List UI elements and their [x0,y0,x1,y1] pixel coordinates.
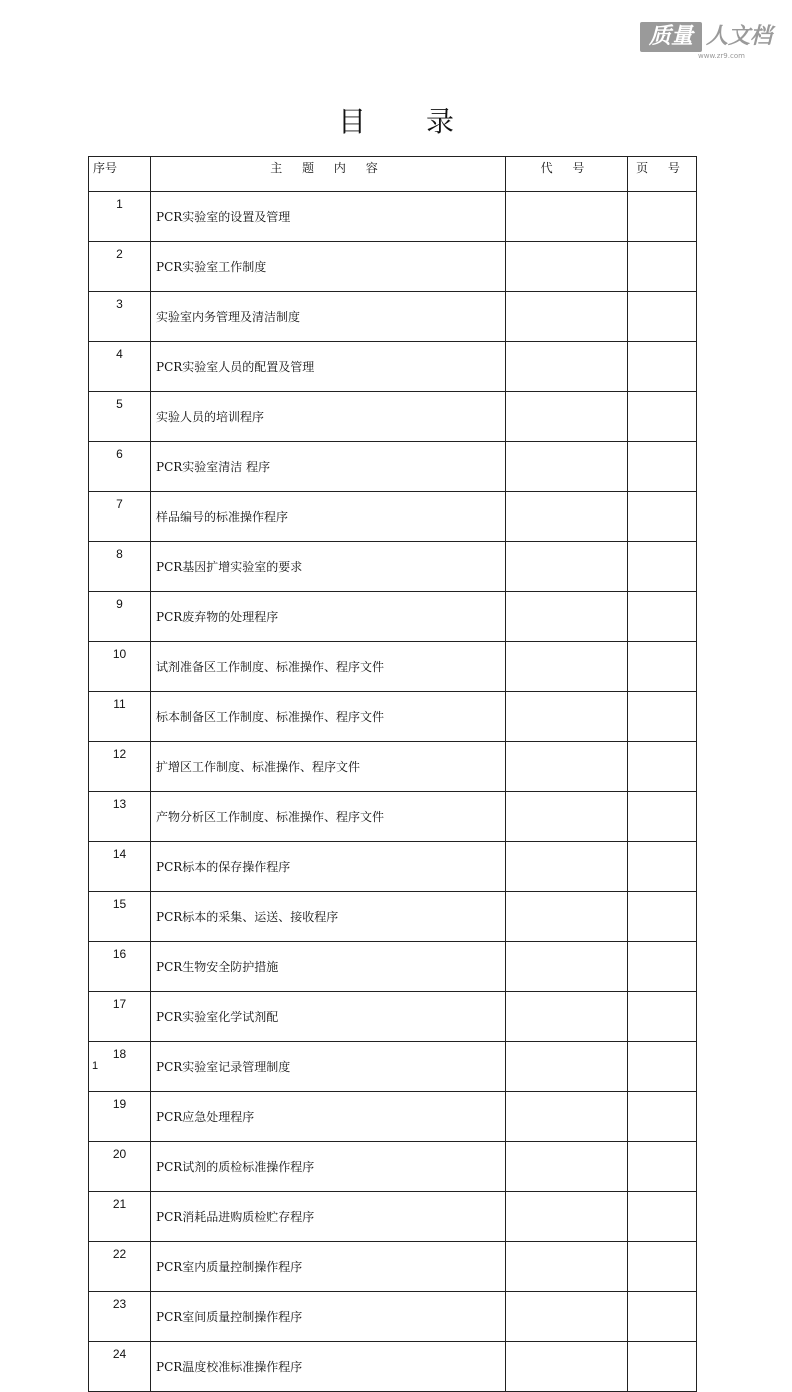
row-number: 23 [89,1292,151,1342]
row-topic: PCR实验室清洁 程序 [151,442,506,492]
row-page [628,242,697,292]
row-page [628,1042,697,1092]
table-row [89,1342,697,1392]
table-row [89,442,697,492]
header-topic: 主 题 内 容 [151,157,506,192]
row-topic: 扩增区工作制度、标准操作、程序文件 [151,742,506,792]
table-row [89,792,697,842]
row-topic: PCR实验室的设置及管理 [151,192,506,242]
row-code [506,842,628,892]
row-topic: 实验人员的培训程序 [151,392,506,442]
toc-header-row [89,157,697,192]
watermark-logo [640,22,780,60]
table-row [89,692,697,742]
row-number: 17 [89,992,151,1042]
row-page [628,842,697,892]
table-row [89,1092,697,1142]
row-code [506,492,628,542]
row-topic: PCR标本的采集、运送、接收程序 [151,892,506,942]
row-topic: 试剂准备区工作制度、标准操作、程序文件 [151,642,506,692]
row-code [506,542,628,592]
table-row [89,1142,697,1192]
row-code [506,592,628,642]
row-topic: PCR试剂的质检标准操作程序 [151,1142,506,1192]
table-row [89,1242,697,1292]
page-number: 1 [92,1060,99,1072]
row-code [506,442,628,492]
row-page [628,992,697,1042]
row-code [506,1042,628,1092]
row-topic: PCR实验室记录管理制度 [151,1042,506,1092]
row-code [506,1092,628,1142]
row-page [628,942,697,992]
table-row [89,542,697,592]
row-topic: PCR实验室人员的配置及管理 [151,342,506,392]
row-number: 5 [89,392,151,442]
row-number: 12 [89,742,151,792]
row-page [628,192,697,242]
row-code [506,1192,628,1242]
header-code: 代 号 [506,157,628,192]
row-topic: PCR生物安全防护措施 [151,942,506,992]
row-code [506,642,628,692]
row-topic: PCR室内质量控制操作程序 [151,1242,506,1292]
header-no: 序号 [89,157,151,192]
row-topic: PCR实验室工作制度 [151,242,506,292]
row-code [506,992,628,1042]
table-row [89,192,697,242]
row-number: 4 [89,342,151,392]
row-page [628,1192,697,1242]
row-page [628,292,697,342]
row-code [506,242,628,292]
table-row [89,742,697,792]
row-code [506,292,628,342]
row-topic: PCR标本的保存操作程序 [151,842,506,892]
row-code [506,1242,628,1292]
toc-table [88,156,697,1392]
table-row [89,1292,697,1342]
row-page [628,1292,697,1342]
row-number: 24 [89,1342,151,1392]
row-number: 19 [89,1092,151,1142]
row-page [628,1092,697,1142]
row-code [506,1342,628,1392]
row-page [628,742,697,792]
table-row [89,842,697,892]
row-page [628,592,697,642]
row-number: 22 [89,1242,151,1292]
row-code [506,792,628,842]
row-page [628,492,697,542]
row-page [628,642,697,692]
table-row [89,242,697,292]
table-row [89,1042,697,1092]
row-code [506,392,628,442]
row-topic: PCR温度校准标准操作程序 [151,1342,506,1392]
row-topic: PCR基因扩增实验室的要求 [151,542,506,592]
row-number: 15 [89,892,151,942]
watermark-box: 质量 [640,22,702,52]
header-page: 页 号 [628,157,697,192]
row-page [628,542,697,592]
row-number: 21 [89,1192,151,1242]
table-row [89,492,697,542]
row-number: 8 [89,542,151,592]
row-topic: 标本制备区工作制度、标准操作、程序文件 [151,692,506,742]
row-number: 1 [89,192,151,242]
table-row [89,342,697,392]
row-topic: PCR应急处理程序 [151,1092,506,1142]
table-row [89,292,697,342]
table-row [89,942,697,992]
table-row [89,642,697,692]
watermark-text: 人文档 [706,24,773,49]
row-code [506,1142,628,1192]
row-topic: PCR实验室化学试剂配 [151,992,506,1042]
row-number: 10 [89,642,151,692]
row-topic: PCR废弃物的处理程序 [151,592,506,642]
row-code [506,892,628,942]
row-number: 16 [89,942,151,992]
row-number: 20 [89,1142,151,1192]
row-page [628,392,697,442]
page-title: 目录 [337,105,514,138]
row-number: 2 [89,242,151,292]
row-page [628,792,697,842]
row-page [628,1242,697,1292]
row-number: 3 [89,292,151,342]
row-code [506,692,628,742]
row-number: 7 [89,492,151,542]
row-number: 13 [89,792,151,842]
table-row [89,1192,697,1242]
row-code [506,342,628,392]
table-row [89,592,697,642]
row-page [628,342,697,392]
row-page [628,692,697,742]
row-topic: 样品编号的标准操作程序 [151,492,506,542]
row-code [506,942,628,992]
row-number: 14 [89,842,151,892]
row-code [506,1292,628,1342]
table-row [89,892,697,942]
row-page [628,892,697,942]
row-code [506,192,628,242]
row-page [628,1342,697,1392]
row-number: 6 [89,442,151,492]
row-topic: PCR室间质量控制操作程序 [151,1292,506,1342]
row-number: 11 [89,692,151,742]
row-topic: PCR消耗品进购质检贮存程序 [151,1192,506,1242]
row-page [628,1142,697,1192]
watermark-url: www.zr9.com [698,52,745,60]
table-row [89,992,697,1042]
table-row [89,392,697,442]
row-number: 9 [89,592,151,642]
row-number: 18 [89,1042,151,1092]
row-topic: 实验室内务管理及清洁制度 [151,292,506,342]
row-code [506,742,628,792]
row-page [628,442,697,492]
row-topic: 产物分析区工作制度、标准操作、程序文件 [151,792,506,842]
